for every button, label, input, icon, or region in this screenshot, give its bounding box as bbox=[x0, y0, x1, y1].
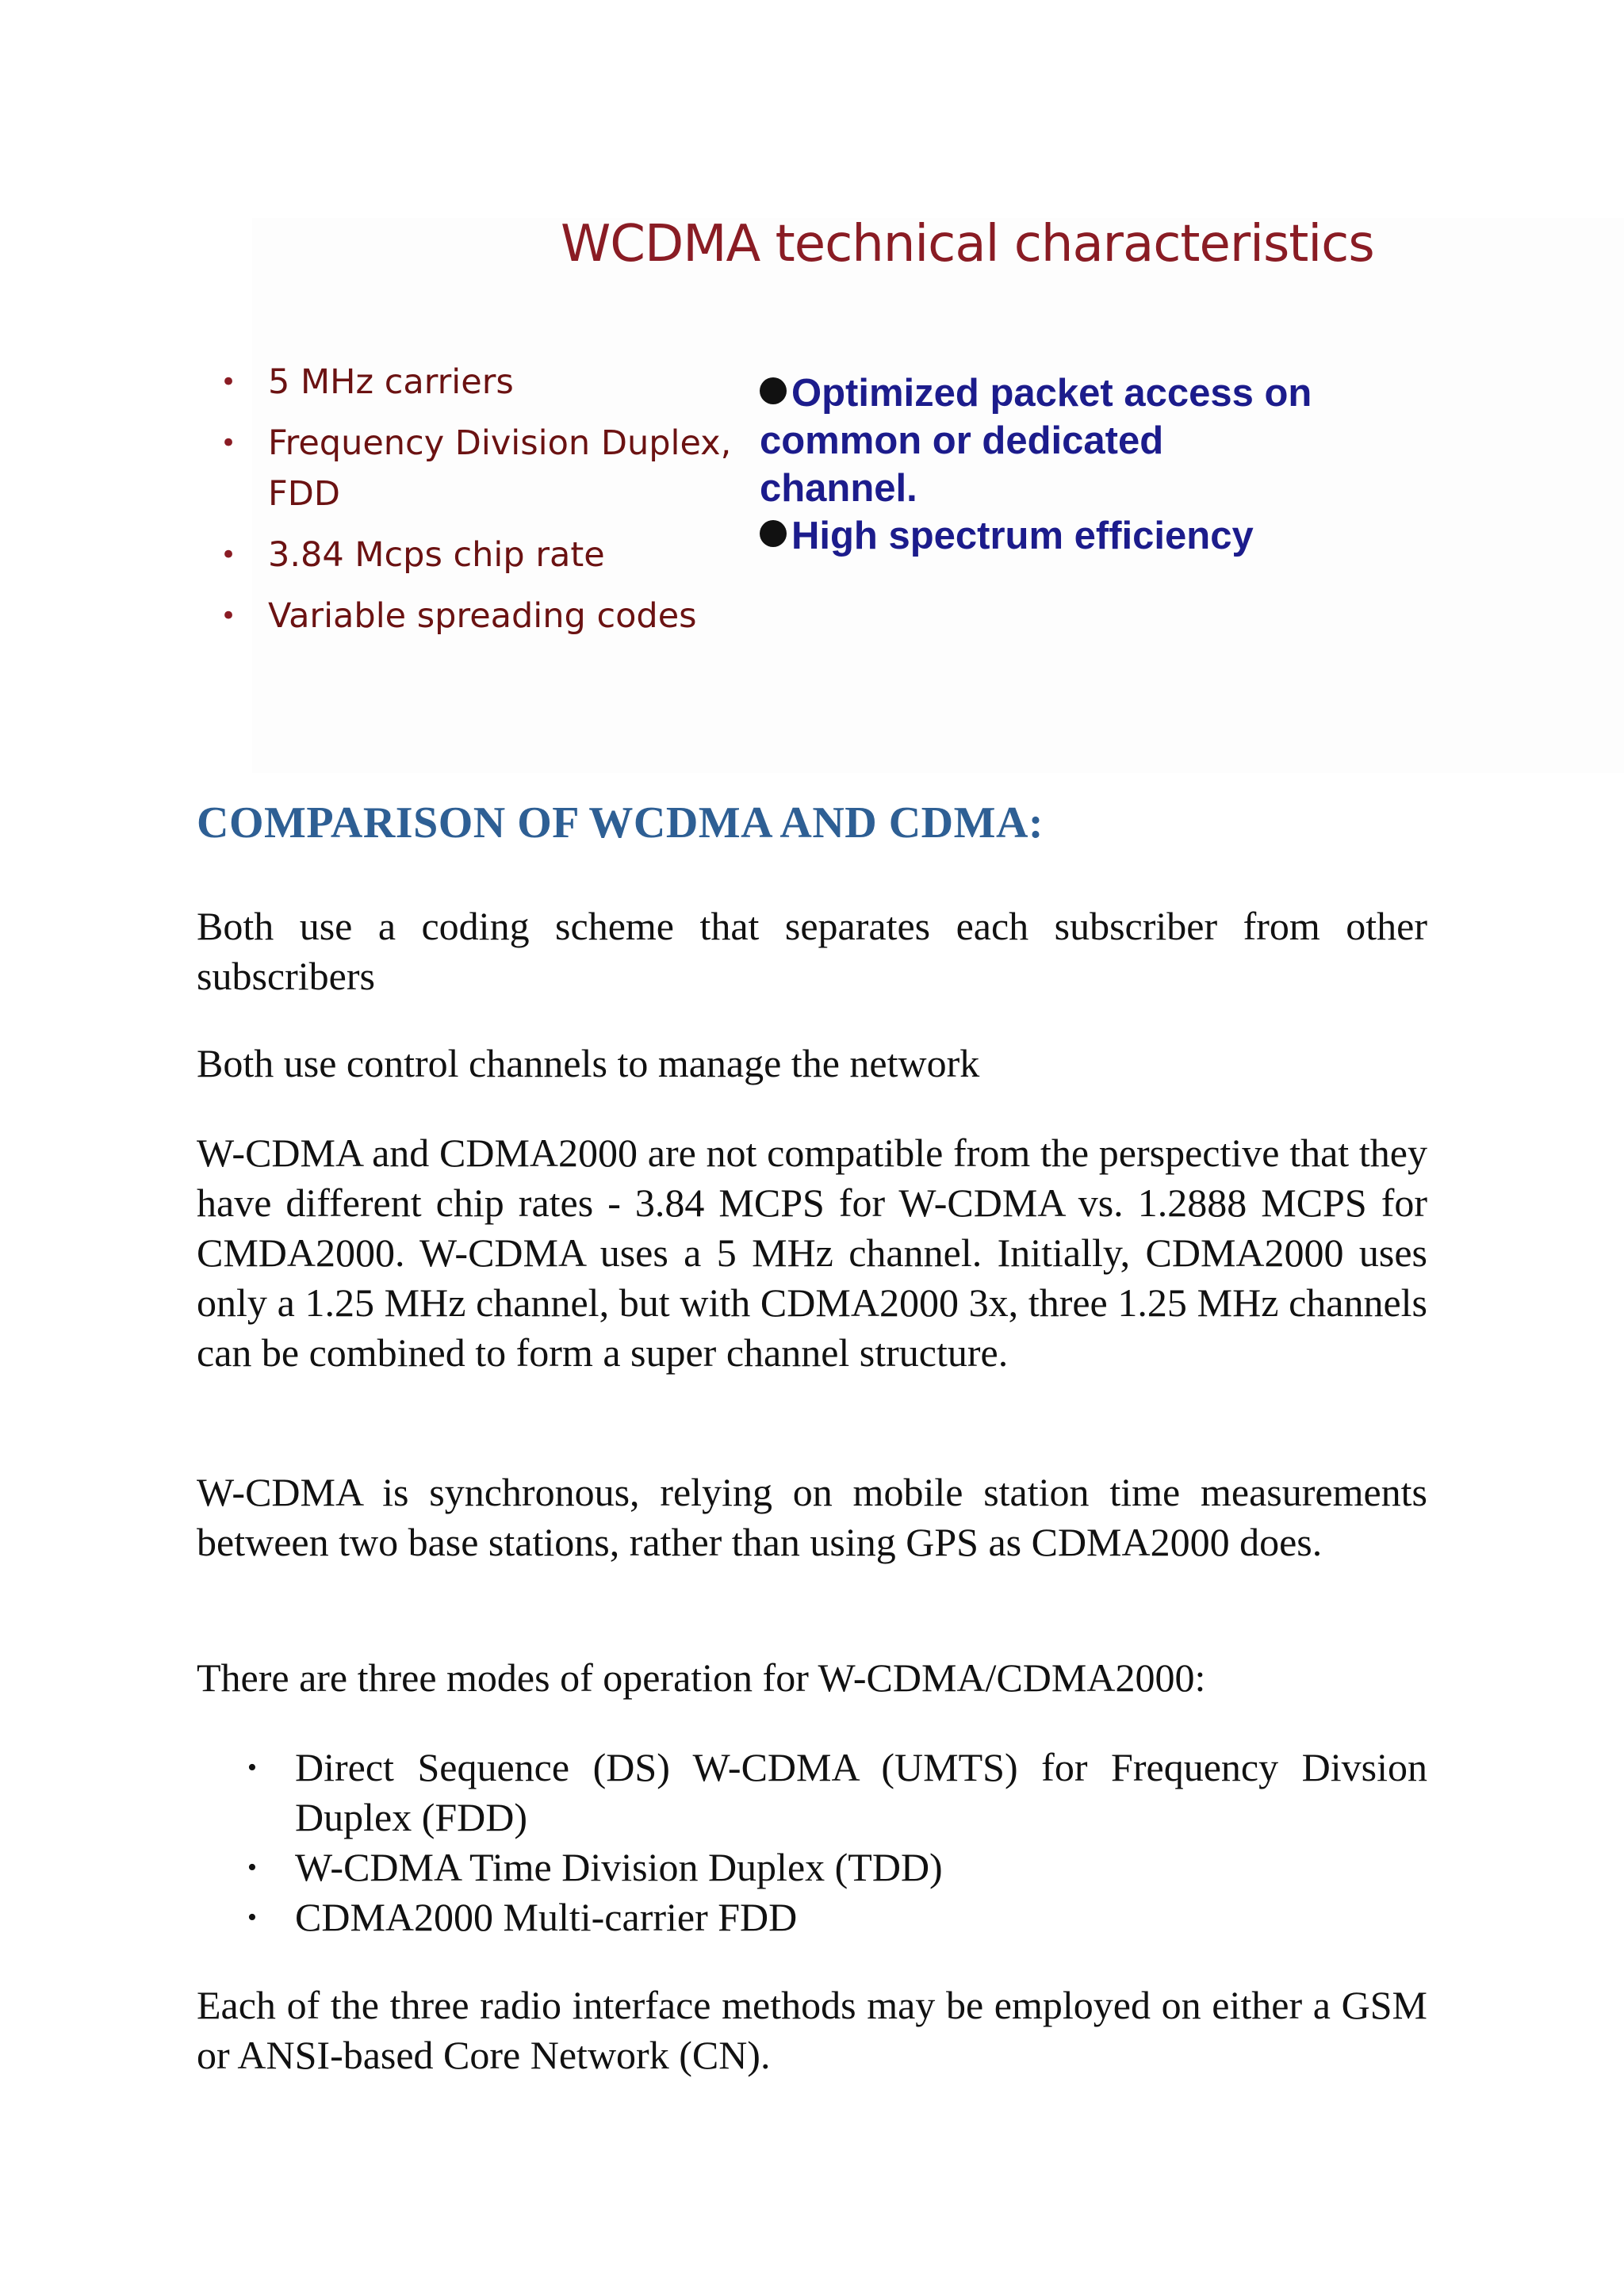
closing-paragraph: Each of the three radio interface methods may be employed on either a GSM or ANSI-based Core Network (CN). bbox=[197, 1983, 1427, 2077]
paragraph: W-CDMA and CDMA2000 are not compatible from the perspective that they have different chip rates - 3.84 MCPS for W-CDMA vs. 1.2888 MCPS for CMDA2000. W-CDMA uses a 5 MHz channel. Initially, CDMA2000 uses only a 1.25 MHz channel, but with CDMA2000 3x, three 1.25 MHz channels can be combined to form a super channel structure. bbox=[197, 1131, 1427, 1375]
list-item-text: W-CDMA Time Division Duplex (TDD) bbox=[295, 1845, 943, 1889]
bullet-dot-icon: • bbox=[247, 1753, 257, 1782]
slide-right-bullet-text: Optimized packet access on common or dedicated channel. bbox=[760, 372, 1312, 510]
slide-left-bullet bbox=[220, 530, 744, 580]
bullet-dot-icon: • bbox=[220, 600, 237, 632]
slide-left-bullet-list bbox=[220, 357, 744, 652]
list-item bbox=[197, 1843, 1427, 1892]
list-item bbox=[197, 1743, 1427, 1843]
slide-left-bullet-text: Frequency Division Duplex, FDD bbox=[268, 423, 732, 514]
slide-left-bullet-text: 3.84 Mcps chip rate bbox=[268, 535, 605, 575]
slide-right-bullet-list bbox=[760, 369, 1331, 560]
paragraph: There are three modes of operation for W-CDMA/CDMA2000: bbox=[197, 1655, 1206, 1700]
list-item-text: CDMA2000 Multi-carrier FDD bbox=[295, 1895, 798, 1939]
paragraph: Both use a coding scheme that separates each subscriber from other subscribers bbox=[197, 904, 1427, 998]
bullet-dot-icon: • bbox=[247, 1853, 257, 1882]
slide-title: WCDMA technical characteristics bbox=[561, 215, 1374, 274]
slide-left-bullet bbox=[220, 591, 744, 641]
slide-right-bullet-text: High spectrum efficiency bbox=[791, 515, 1254, 557]
black-disc-icon bbox=[760, 520, 787, 547]
black-disc-icon bbox=[760, 377, 787, 404]
bullet-dot-icon: • bbox=[247, 1903, 257, 1932]
slide-right-bullet bbox=[760, 512, 1331, 560]
bullet-dot-icon: • bbox=[220, 539, 237, 571]
modes-list bbox=[197, 1743, 1427, 1942]
slide-left-bullet bbox=[220, 357, 744, 408]
paragraph: Both use control channels to manage the network bbox=[197, 1041, 980, 1085]
slide-right-bullet bbox=[760, 369, 1331, 512]
section-heading: COMPARISON OF WCDMA AND CDMA: bbox=[197, 798, 1044, 848]
paragraph: W-CDMA is synchronous, relying on mobile station time measurements between two base stations, rather than using GPS as CDMA2000 does. bbox=[197, 1470, 1427, 1564]
slide-left-bullet-text: Variable spreading codes bbox=[268, 596, 697, 636]
list-item-text: Direct Sequence (DS) W-CDMA (UMTS) for Frequency Divsion Duplex (FDD) bbox=[295, 1745, 1427, 1839]
slide-left-bullet bbox=[220, 418, 744, 519]
list-item bbox=[197, 1892, 1427, 1942]
slide-left-bullet-text: 5 MHz carriers bbox=[268, 362, 514, 402]
bullet-dot-icon: • bbox=[220, 427, 237, 459]
bullet-dot-icon: • bbox=[220, 366, 237, 398]
